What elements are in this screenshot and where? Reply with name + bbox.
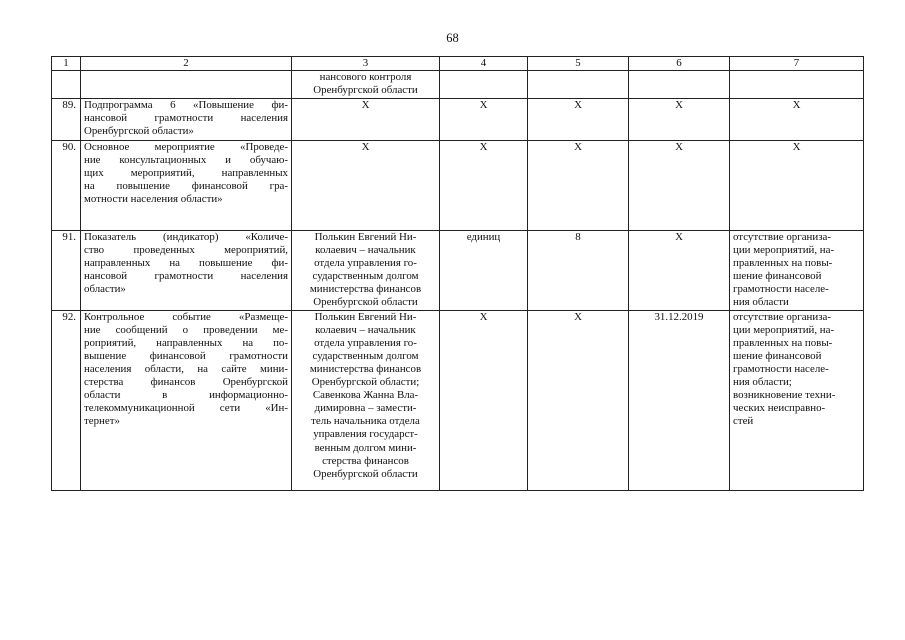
cell-line: стей [733,415,754,428]
cell-line: тель начальника отдела [311,415,420,428]
cell-line: X [792,99,801,111]
cell-line: области» [84,283,126,296]
column-number-header: 6 [629,57,730,71]
deadline-cell: X [629,231,730,311]
cell-line: колаевич – начальник [315,323,416,336]
table-cell [528,71,629,99]
cell-line: нансовой грамотности населения [84,112,288,125]
cell-line: Полькин Евгений Ни- [314,231,417,243]
cell-line: Оренбургской области [313,467,418,480]
cell-line: населения области, на сайте мини- [84,362,288,375]
value-cell: X [528,310,629,490]
table-row [52,231,864,311]
cell-line: X [361,141,370,153]
row-number-cell: 90. [52,141,81,231]
risk-cell [730,141,864,231]
cell-line: ство проведенных мероприятий, [84,244,288,257]
cell-line: сударственным долгом [312,349,419,362]
cell-line: отсутствие организа- [733,231,831,243]
cell-line: X [792,141,801,153]
cell-line: ние сообщений о проведении ме- [84,323,288,336]
cell-line: ческих неисправно- [733,402,826,415]
cell-line: X [361,99,370,111]
deadline-cell: X [629,99,730,141]
table-cell [440,71,528,99]
unit-cell: X [440,141,528,231]
cell-line: нансового контроля [319,71,412,83]
page-number: 68 [446,31,459,45]
column-number-header-row [52,57,864,71]
unit-cell: X [440,310,528,490]
cell-line: отсутствие организа- [733,310,831,323]
cell-line: ние консультационных и обучаю- [84,154,288,167]
cell-line: ния области [733,296,789,309]
cell-line: шение финансовой [733,349,822,362]
cell-line: вышение финансовой грамотности [84,349,288,362]
unit-cell: X [440,99,528,141]
cell-line: мотности населения области» [84,193,223,206]
responsible-executor-cell [292,310,440,490]
cell-line: Оренбургской области [313,84,418,97]
cell-line: Савенкова Жанна Вла- [312,389,419,402]
cell-line: Оренбургской области [313,296,418,309]
event-name-cell [81,99,292,141]
cell-line: грамотности населе- [733,283,829,296]
cell-line: правленных на повы- [733,336,833,349]
column-number-header: 4 [440,57,528,71]
cell-line: стерства финансов [322,454,409,467]
cell-line: Полькин Евгений Ни- [314,310,417,323]
risk-cell [730,231,864,311]
cell-line: нансовой грамотности населения [84,270,288,283]
value-cell: X [528,99,629,141]
table-row [52,99,864,141]
table-row [52,310,864,490]
value-cell: X [528,141,629,231]
responsible-executor-cell [292,71,440,99]
cell-line: Показатель (индикатор) «Количе- [84,231,288,243]
event-name-cell [81,310,292,490]
cell-line: роприятий, направленных на по- [84,336,288,349]
cell-line: правленных на повы- [733,257,833,270]
deadline-cell: 31.12.2019 [629,310,730,490]
table-cell [629,71,730,99]
cell-line: ния области; [733,376,792,389]
cell-line: на повышение финансовой гра- [84,180,288,193]
event-name-cell [81,231,292,311]
cell-line: димировна – замести- [314,402,417,415]
cell-line: тернет» [84,415,120,428]
cell-line: возникновение техни- [733,389,836,402]
cell-line: Контрольное событие «Размеще- [84,310,288,323]
cell-line: Основное мероприятие «Проведе- [84,141,288,153]
cell-line: щих мероприятий, направленных [84,167,288,180]
cell-line: ции мероприятий, на- [733,244,835,257]
risk-cell [730,310,864,490]
cell-line: министерства финансов [309,283,422,296]
cell-line: отдела управления го- [314,336,417,349]
column-number-header: 5 [528,57,629,71]
column-number-header: 2 [81,57,292,71]
event-name-cell [81,141,292,231]
column-number-header: 3 [292,57,440,71]
table-row [52,141,864,231]
column-number-header: 7 [730,57,864,71]
document-table [51,56,864,491]
cell-line: стерства финансов Оренбургской [84,376,288,389]
cell-line: сударственным долгом [312,270,419,283]
row-number-cell: 92. [52,310,81,490]
cell-line: министерства финансов [309,362,422,375]
responsible-executor-cell [292,231,440,311]
cell-line: области в информационно- [84,389,288,402]
cell-line: венным долгом мини- [314,441,417,454]
risk-cell [730,99,864,141]
cell-line: Оренбургской области; [311,376,420,389]
row-number-cell: 89. [52,99,81,141]
cell-line: грамотности населе- [733,362,829,375]
table-cell [730,71,864,99]
cell-line: направленных на повышение фи- [84,257,288,270]
unit-cell: единиц [440,231,528,311]
column-number-header: 1 [52,57,81,71]
cell-line: Оренбургской области» [84,125,194,138]
cell-line: управления государст- [313,428,418,441]
cell-line: колаевич – начальник [315,244,416,257]
responsible-executor-cell [292,99,440,141]
table-cell [81,71,292,99]
cell-line: ции мероприятий, на- [733,323,835,336]
cell-line: Подпрограмма 6 «Повышение фи- [84,99,288,111]
deadline-cell: X [629,141,730,231]
table-cell [52,71,81,99]
value-cell: 8 [528,231,629,311]
continuation-row [52,71,864,99]
cell-line: телекоммуникационной сети «Ин- [84,402,288,415]
responsible-executor-cell [292,141,440,231]
row-number-cell: 91. [52,231,81,311]
cell-line: шение финансовой [733,270,822,283]
cell-line: отдела управления го- [314,257,417,270]
